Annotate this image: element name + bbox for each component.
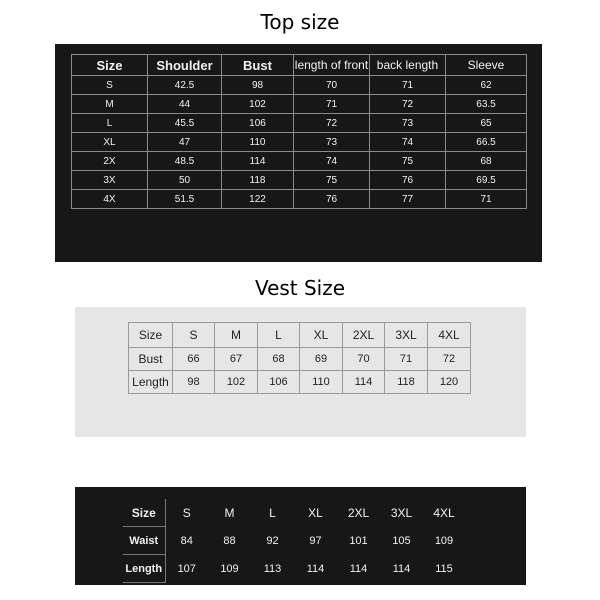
cell: M: [215, 323, 258, 348]
vest-size-title: Vest Size: [254, 276, 346, 300]
cell: 73: [370, 114, 446, 133]
cell: 67: [215, 348, 258, 371]
header-size: Size: [72, 55, 148, 76]
cell: 102: [215, 371, 258, 394]
cell: 3XL: [385, 323, 428, 348]
cell: 4X: [72, 190, 148, 209]
cell: 48.5: [148, 152, 222, 171]
cell: 68: [446, 152, 527, 171]
table-row: [129, 371, 471, 394]
cell: XL: [72, 133, 148, 152]
cell: 66.5: [446, 133, 527, 152]
cell: 107: [177, 562, 196, 575]
cell: L: [269, 505, 276, 520]
cell: 101: [349, 534, 368, 547]
cell: 72: [428, 348, 471, 371]
vest-length-label: Length: [129, 371, 173, 394]
cell: 105: [392, 534, 411, 547]
cell: 114: [343, 371, 385, 394]
top-size-table: [71, 54, 527, 209]
cell: 65: [446, 114, 527, 133]
cell: S: [173, 323, 215, 348]
cell: 66: [173, 348, 215, 371]
table-row: [72, 190, 527, 209]
cell: 72: [370, 95, 446, 114]
cell: 2X: [72, 152, 148, 171]
cell: 120: [428, 371, 471, 394]
header-length-of-front: length of front: [294, 55, 370, 76]
table-row: [129, 348, 471, 371]
cell: 114: [392, 562, 411, 575]
header-sleeve: Sleeve: [446, 55, 527, 76]
cell: 70: [294, 76, 370, 95]
cell: 118: [385, 371, 428, 394]
cell: 45.5: [148, 114, 222, 133]
cell: 63.5: [446, 95, 527, 114]
cell: 109: [220, 562, 239, 575]
cell: 88: [223, 534, 236, 547]
header-bust: Bust: [222, 55, 294, 76]
table-header-row: [123, 499, 465, 527]
cell: 74: [294, 152, 370, 171]
cell: 4XL: [433, 505, 455, 520]
cell: 74: [370, 133, 446, 152]
cell: M: [72, 95, 148, 114]
cell: 2XL: [343, 323, 385, 348]
cell: 98: [173, 371, 215, 394]
cell: 114: [222, 152, 294, 171]
table-header-row: [72, 55, 527, 76]
cell: S: [72, 76, 148, 95]
cell: 109: [434, 534, 454, 547]
cell: 75: [294, 171, 370, 190]
cell: 98: [222, 76, 294, 95]
table-row: [123, 527, 465, 555]
cell: 75: [370, 152, 446, 171]
header-back-length: back length: [370, 55, 446, 76]
cell: M: [224, 505, 235, 520]
vest-bust-label: Bust: [129, 348, 173, 371]
cell: 72: [294, 114, 370, 133]
cell: 71: [294, 95, 370, 114]
table-row: [72, 114, 527, 133]
cell: 50: [148, 171, 222, 190]
cell: 51.5: [148, 190, 222, 209]
vest-size-table: [128, 322, 471, 394]
cell: 114: [306, 562, 325, 575]
cell: 97: [309, 534, 322, 547]
cell: L: [72, 114, 148, 133]
cell: 71: [385, 348, 428, 371]
cell: 70: [343, 348, 385, 371]
cell: S: [182, 505, 191, 520]
table-row: [72, 152, 527, 171]
cell: 3XL: [390, 505, 413, 520]
cell: 47: [148, 133, 222, 152]
cell: 114: [349, 562, 368, 575]
cell: 113: [263, 562, 282, 575]
table-row: [72, 171, 527, 190]
cell: 71: [446, 190, 527, 209]
table-header-row: [129, 323, 471, 348]
cell: 76: [370, 171, 446, 190]
cell: 71: [370, 76, 446, 95]
cell: 118: [222, 171, 294, 190]
table-row: [72, 95, 527, 114]
bottom-length-label: Length: [123, 555, 165, 583]
cell: 3X: [72, 171, 148, 190]
bottom-size-panel: [75, 487, 526, 585]
cell: 69.5: [446, 171, 527, 190]
vest-size-label: Size: [129, 323, 173, 348]
table-row: [72, 76, 527, 95]
cell: 68: [258, 348, 300, 371]
header-shoulder: Shoulder: [148, 55, 222, 76]
cell: XL: [308, 505, 323, 520]
cell: 110: [222, 133, 294, 152]
bottom-size-label: Size: [123, 499, 165, 527]
cell: 92: [266, 534, 279, 547]
cell: 69: [300, 348, 343, 371]
cell: XL: [300, 323, 343, 348]
cell: 42.5: [148, 76, 222, 95]
cell: 73: [294, 133, 370, 152]
cell: L: [258, 323, 300, 348]
table-row: [72, 133, 527, 152]
cell: 77: [370, 190, 446, 209]
top-size-panel: [55, 44, 542, 262]
cell: 106: [258, 371, 300, 394]
table-row: [123, 555, 465, 583]
cell: 76: [294, 190, 370, 209]
cell: 84: [180, 534, 193, 547]
cell: 102: [222, 95, 294, 114]
cell: 62: [446, 76, 527, 95]
cell: 44: [148, 95, 222, 114]
bottom-size-table: [123, 499, 465, 583]
cell: 2XL: [347, 505, 370, 520]
cell: 115: [435, 562, 453, 575]
cell: 122: [222, 190, 294, 209]
cell: 110: [300, 371, 343, 394]
cell: 4XL: [428, 323, 471, 348]
top-size-title: Top size: [260, 10, 340, 34]
cell: 106: [222, 114, 294, 133]
vest-size-panel: [75, 307, 526, 437]
bottom-waist-label: Waist: [123, 527, 165, 555]
